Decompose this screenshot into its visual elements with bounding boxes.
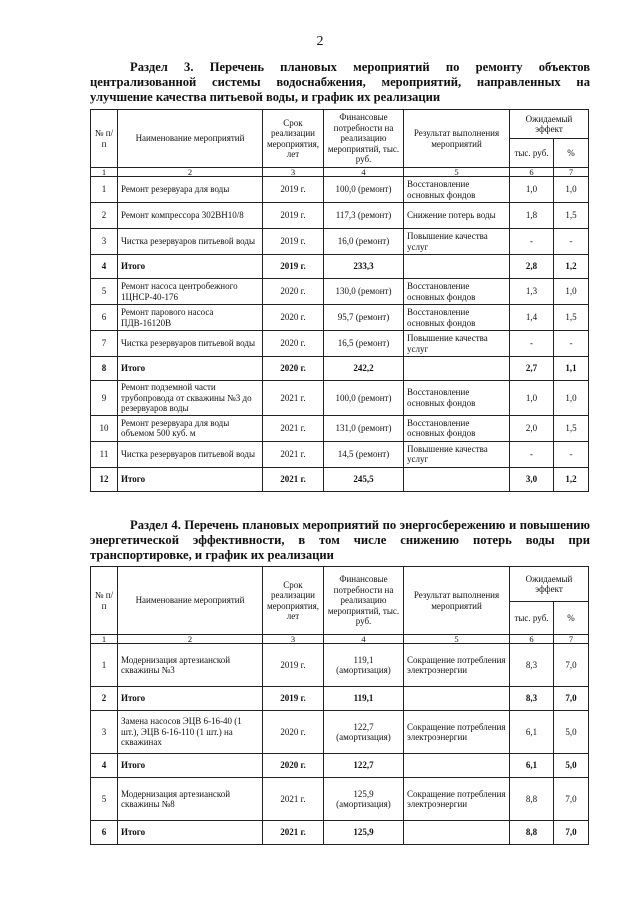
- row-number: 12: [91, 467, 118, 491]
- header-effect: Ожидаемый эффект: [510, 567, 589, 602]
- row-effect-rub: 1,3: [510, 279, 554, 305]
- row-number: 5: [91, 778, 118, 821]
- table-row-total: [91, 467, 589, 491]
- table-row: [91, 711, 589, 754]
- row-name: Итого: [118, 255, 263, 279]
- row-term: 2021 г.: [263, 778, 324, 821]
- row-result: Сокращение потребления электроэнергии: [404, 778, 510, 821]
- row-result: Повышение качества услуг: [404, 441, 510, 467]
- row-name: Итого: [118, 754, 263, 778]
- table-row: [91, 331, 589, 357]
- row-finance: 100,0 (ремонт): [324, 177, 404, 203]
- row-result: Восстановление основных фондов: [404, 177, 510, 203]
- header-name: Наименование мероприятий: [118, 110, 263, 168]
- row-effect-pct: 1,0: [554, 279, 589, 305]
- row-effect-rub: 8,3: [510, 644, 554, 687]
- row-number: 4: [91, 255, 118, 279]
- row-finance: 125,9: [324, 821, 404, 845]
- row-effect-rub: 8,8: [510, 821, 554, 845]
- row-number: 2: [91, 203, 118, 229]
- section-4-title: Раздел 4. Перечень плановых мероприятий по энергосбережению и повышению энергетической эффективности, в том числе снижению потерь воды при транспортировке, и график их реализации: [90, 518, 590, 562]
- section-4-table: [90, 566, 589, 845]
- row-finance: 14,5 (ремонт): [324, 441, 404, 467]
- row-name: Итого: [118, 357, 263, 381]
- row-finance: 131,0 (ремонт): [324, 415, 404, 441]
- row-effect-pct: -: [554, 441, 589, 467]
- row-effect-pct: 5,0: [554, 754, 589, 778]
- row-finance: 130,0 (ремонт): [324, 279, 404, 305]
- row-finance: 95,7 (ремонт): [324, 305, 404, 331]
- row-result: Сокращение потребления электроэнергии: [404, 644, 510, 687]
- row-effect-rub: -: [510, 441, 554, 467]
- row-effect-pct: 1,0: [554, 177, 589, 203]
- row-name: Чистка резервуаров питьевой воды: [118, 441, 263, 467]
- row-term: 2021 г.: [263, 415, 324, 441]
- row-finance: 125,9 (амортизация): [324, 778, 404, 821]
- header-effect-rub: тыс. руб.: [510, 602, 554, 635]
- column-number: 4: [324, 168, 404, 177]
- row-effect-rub: 3,0: [510, 467, 554, 491]
- row-effect-rub: 1,4: [510, 305, 554, 331]
- row-name: Чистка резервуаров питьевой воды: [118, 331, 263, 357]
- row-term: 2021 г.: [263, 381, 324, 416]
- row-term: 2021 г.: [263, 821, 324, 845]
- row-term: 2020 г.: [263, 711, 324, 754]
- row-term: 2019 г.: [263, 203, 324, 229]
- row-number: 8: [91, 357, 118, 381]
- row-term: 2020 г.: [263, 754, 324, 778]
- header-term: Срок реализации мероприятия, лет: [263, 110, 324, 168]
- row-number: 6: [91, 305, 118, 331]
- row-effect-rub: 8,3: [510, 687, 554, 711]
- row-name: Чистка резервуаров питьевой воды: [118, 229, 263, 255]
- column-number: 6: [510, 168, 554, 177]
- row-effect-pct: -: [554, 331, 589, 357]
- row-name: Ремонт насоса центробежного 1ЦНСР-40-176: [118, 279, 263, 305]
- table-row: [91, 381, 589, 416]
- row-finance: 119,1 (амортизация): [324, 644, 404, 687]
- column-number: 5: [404, 168, 510, 177]
- row-result: Восстановление основных фондов: [404, 415, 510, 441]
- row-effect-rub: 6,1: [510, 711, 554, 754]
- column-number-row: [91, 168, 589, 177]
- column-number-row: [91, 635, 589, 644]
- row-result: Повышение качества услуг: [404, 331, 510, 357]
- section-4-table-body: [91, 635, 589, 845]
- table-row: [91, 229, 589, 255]
- header-effect-rub: тыс. руб.: [510, 139, 554, 168]
- row-result: [404, 357, 510, 381]
- row-name: Модернизация артезианской скважины №8: [118, 778, 263, 821]
- row-effect-pct: 1,2: [554, 467, 589, 491]
- row-result: Сокращение потребления электроэнергии: [404, 711, 510, 754]
- row-effect-pct: 1,2: [554, 255, 589, 279]
- row-result: [404, 687, 510, 711]
- row-effect-rub: 1,8: [510, 203, 554, 229]
- row-term: 2019 г.: [263, 255, 324, 279]
- header-finance: Финансовые потребности на реализацию мероприятий, тыс. руб.: [324, 567, 404, 635]
- column-number: 1: [91, 635, 118, 644]
- row-number: 3: [91, 229, 118, 255]
- table-row: [91, 305, 589, 331]
- row-result: Восстановление основных фондов: [404, 381, 510, 416]
- row-finance: 122,7 (амортизация): [324, 711, 404, 754]
- column-number: 7: [554, 168, 589, 177]
- row-number: 4: [91, 754, 118, 778]
- header-num: № п/п: [91, 110, 118, 168]
- row-name: Замена насосов ЭЦВ 6-16-40 (1 шт.), ЭЦВ 6-16-110 (1 шт.) на скважинах: [118, 711, 263, 754]
- row-number: 3: [91, 711, 118, 754]
- row-number: 1: [91, 177, 118, 203]
- row-name: Ремонт компрессора 302ВН10/8: [118, 203, 263, 229]
- row-effect-pct: 1,5: [554, 305, 589, 331]
- row-term: 2021 г.: [263, 441, 324, 467]
- row-term: 2020 г.: [263, 305, 324, 331]
- row-finance: 122,7: [324, 754, 404, 778]
- row-effect-rub: 8,8: [510, 778, 554, 821]
- row-number: 1: [91, 644, 118, 687]
- row-number: 7: [91, 331, 118, 357]
- row-result: [404, 754, 510, 778]
- row-result: Восстановление основных фондов: [404, 305, 510, 331]
- row-number: 9: [91, 381, 118, 416]
- header-name: Наименование мероприятий: [118, 567, 263, 635]
- row-number: 6: [91, 821, 118, 845]
- row-name: Ремонт подземной части трубопровода от скважины №3 до резервуаров воды: [118, 381, 263, 416]
- column-number: 7: [554, 635, 589, 644]
- row-effect-rub: -: [510, 331, 554, 357]
- row-finance: 100,0 (ремонт): [324, 381, 404, 416]
- row-effect-pct: 1,5: [554, 203, 589, 229]
- row-effect-rub: 2,7: [510, 357, 554, 381]
- header-term: Срок реализации мероприятия, лет: [263, 567, 324, 635]
- table-row-total: [91, 754, 589, 778]
- section-3-table-body: [91, 168, 589, 492]
- row-term: 2019 г.: [263, 644, 324, 687]
- row-effect-rub: 2,8: [510, 255, 554, 279]
- row-number: 5: [91, 279, 118, 305]
- row-result: [404, 467, 510, 491]
- table-row: [91, 441, 589, 467]
- row-term: 2020 г.: [263, 357, 324, 381]
- column-number: 2: [118, 168, 263, 177]
- row-effect-pct: 1,0: [554, 381, 589, 416]
- table-row: [91, 415, 589, 441]
- row-effect-rub: 1,0: [510, 381, 554, 416]
- row-number: 2: [91, 687, 118, 711]
- row-result: [404, 821, 510, 845]
- row-term: 2019 г.: [263, 229, 324, 255]
- column-number: 2: [118, 635, 263, 644]
- row-name: Итого: [118, 687, 263, 711]
- header-finance: Финансовые потребности на реализацию мероприятий, тыс. руб.: [324, 110, 404, 168]
- row-term: 2019 г.: [263, 177, 324, 203]
- row-finance: 245,5: [324, 467, 404, 491]
- row-effect-pct: 7,0: [554, 644, 589, 687]
- row-effect-pct: 1,1: [554, 357, 589, 381]
- row-term: 2020 г.: [263, 279, 324, 305]
- row-effect-pct: 7,0: [554, 687, 589, 711]
- row-name: Итого: [118, 821, 263, 845]
- header-effect-pct: %: [554, 602, 589, 635]
- row-result: [404, 255, 510, 279]
- row-effect-pct: 1,5: [554, 415, 589, 441]
- row-finance: 16,0 (ремонт): [324, 229, 404, 255]
- row-name: Модернизация артезианской скважины №3: [118, 644, 263, 687]
- row-result: Снижение потерь воды: [404, 203, 510, 229]
- column-number: 3: [263, 635, 324, 644]
- row-effect-pct: 5,0: [554, 711, 589, 754]
- header-result: Результат выполнения мероприятий: [404, 567, 510, 635]
- header-effect-pct: %: [554, 139, 589, 168]
- row-term: 2020 г.: [263, 331, 324, 357]
- row-effect-pct: -: [554, 229, 589, 255]
- row-effect-pct: 7,0: [554, 778, 589, 821]
- row-finance: 233,3: [324, 255, 404, 279]
- row-number: 11: [91, 441, 118, 467]
- header-result: Результат выполнения мероприятий: [404, 110, 510, 168]
- row-finance: 117,3 (ремонт): [324, 203, 404, 229]
- row-effect-rub: 2,0: [510, 415, 554, 441]
- column-number: 3: [263, 168, 324, 177]
- row-effect-rub: 1,0: [510, 177, 554, 203]
- table-row: [91, 279, 589, 305]
- section-3-table: [90, 109, 589, 492]
- row-effect-pct: 7,0: [554, 821, 589, 845]
- row-finance: 119,1: [324, 687, 404, 711]
- row-result: Повышение качества услуг: [404, 229, 510, 255]
- column-number: 5: [404, 635, 510, 644]
- column-number: 4: [324, 635, 404, 644]
- row-result: Восстановление основных фондов: [404, 279, 510, 305]
- row-term: 2019 г.: [263, 687, 324, 711]
- row-finance: 16,5 (ремонт): [324, 331, 404, 357]
- table-row: [91, 778, 589, 821]
- table-row-total: [91, 357, 589, 381]
- row-name: Ремонт парового насоса ПДВ-16120В: [118, 305, 263, 331]
- row-effect-rub: -: [510, 229, 554, 255]
- row-term: 2021 г.: [263, 467, 324, 491]
- row-number: 10: [91, 415, 118, 441]
- table-row-total: [91, 821, 589, 845]
- row-effect-rub: 6,1: [510, 754, 554, 778]
- column-number: 6: [510, 635, 554, 644]
- header-num: № п/п: [91, 567, 118, 635]
- row-name: Ремонт резервуара для воды объемом 500 куб. м: [118, 415, 263, 441]
- table-row-total: [91, 687, 589, 711]
- section-3-title: Раздел 3. Перечень плановых мероприятий по ремонту объектов централизованной системы водоснабжения, мероприятий, направленных на улучшение качества питьевой воды, и график их реализации: [90, 60, 590, 104]
- header-effect: Ожидаемый эффект: [510, 110, 589, 139]
- row-name: Ремонт резервуара для воды: [118, 177, 263, 203]
- page-number: 2: [316, 34, 324, 49]
- table-row: [91, 177, 589, 203]
- table-row: [91, 203, 589, 229]
- row-finance: 242,2: [324, 357, 404, 381]
- column-number: 1: [91, 168, 118, 177]
- table-row-total: [91, 255, 589, 279]
- table-row: [91, 644, 589, 687]
- row-name: Итого: [118, 467, 263, 491]
